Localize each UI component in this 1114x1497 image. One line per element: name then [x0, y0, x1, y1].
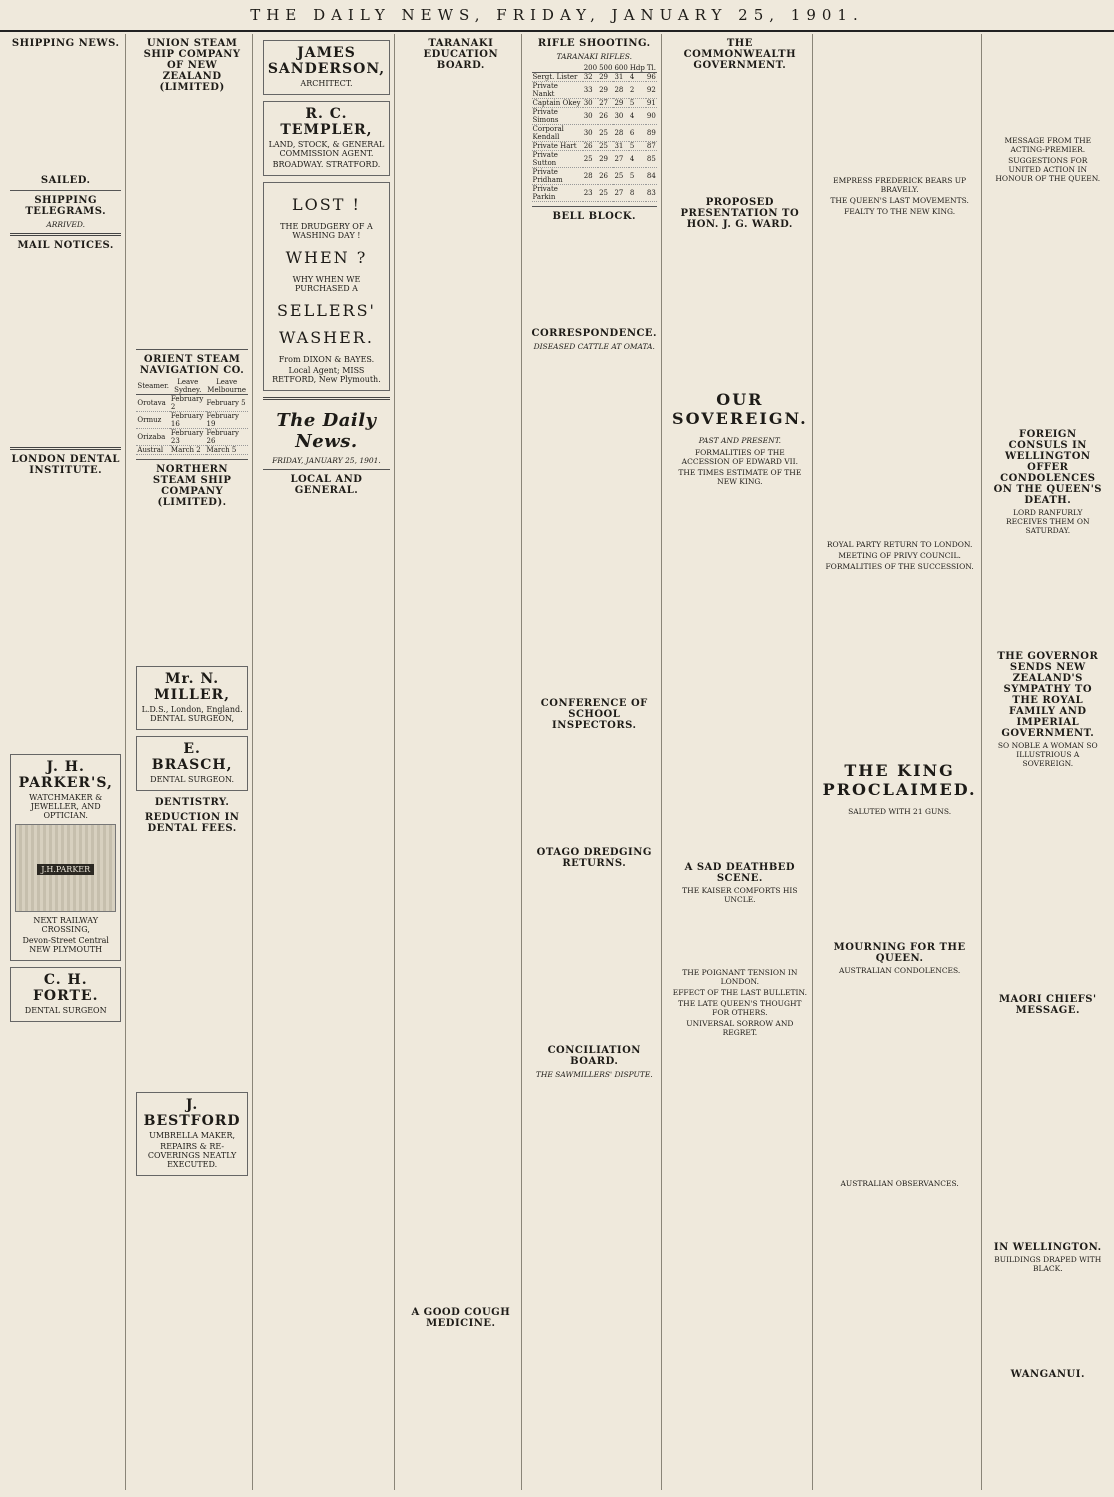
- sellers-heading: SELLERS': [276, 301, 376, 320]
- table-cell: Ormuz: [136, 412, 170, 429]
- when-line: WHY WHEN WE PURCHASED A: [292, 275, 361, 293]
- institute-heading: LONDON DENTAL INSTITUTE.: [11, 454, 120, 476]
- formalities-succession-tag: FORMALITIES OF THE SUCCESSION.: [825, 562, 974, 571]
- divider: [136, 349, 247, 350]
- observances-tag: AUSTRALIAN OBSERVANCES.: [840, 1179, 959, 1188]
- northern-text-block: [136, 510, 247, 660]
- table-header-row: [532, 64, 658, 73]
- formalities-tag: FORMALITIES OF THE ACCESSION OF EDWARD VII.: [681, 448, 798, 466]
- orient-schedule-table: [136, 378, 247, 455]
- foreign-heading: FOREIGN CONSULS IN WELLINGTON OFFER CONDOLENCES ON THE QUEEN'S DEATH.: [993, 429, 1102, 506]
- empress-tag: EMPRESS FREDERICK BEARS UP BRAVELY.: [833, 176, 967, 194]
- templer-name: R. C. TEMPLER,: [280, 106, 373, 138]
- table-cell: February 16: [170, 412, 206, 429]
- maori-text-block: [992, 1018, 1104, 1238]
- table-header: 200: [583, 64, 598, 72]
- mail-text-block: [10, 253, 121, 443]
- table-cell: 5: [629, 142, 646, 151]
- table-cell: 25: [598, 125, 613, 142]
- table-row: [136, 395, 247, 412]
- mail-heading: MAIL NOTICES.: [17, 240, 114, 251]
- cough-heading: A GOOD COUGH MEDICINE.: [411, 1307, 511, 1329]
- table-cell: 30: [613, 108, 628, 125]
- bestford-sub: REPAIRS & RE-COVERINGS NEATLY EXECUTED.: [147, 1142, 237, 1169]
- from-line: From DIXON & BAYES.: [278, 355, 375, 364]
- table-row: [532, 185, 658, 202]
- table-cell: 2: [629, 82, 646, 99]
- railway-line: NEXT RAILWAY CROSSING,: [33, 916, 98, 934]
- school-text-block: [532, 733, 658, 843]
- table-cell: Orotava: [136, 395, 170, 412]
- masthead-title: THE DAILY NEWS, FRIDAY, JANUARY 25, 1901.: [250, 6, 864, 24]
- table-cell: 33: [583, 82, 598, 99]
- australian-tag: AUSTRALIAN CONDOLENCES.: [838, 966, 961, 975]
- wanganui-heading: WANGANUI.: [1010, 1369, 1085, 1380]
- bestford-name: J. BESTFORD: [143, 1097, 241, 1129]
- table-cell: 4: [629, 151, 646, 168]
- fealty-tag: FEALTY TO THE NEW KING.: [844, 207, 956, 216]
- table-header: 600: [614, 64, 628, 72]
- disease-heading: DISEASED CATTLE AT OMATA.: [533, 342, 655, 351]
- railway-sub: Devon-Street Central NEW PLYMOUTH: [22, 936, 109, 954]
- table-header: Steamer.: [136, 378, 170, 395]
- movements-tag: THE QUEEN'S LAST MOVEMENTS.: [830, 196, 969, 205]
- table-cell: 29: [598, 151, 613, 168]
- column-7: [819, 34, 982, 1490]
- table-cell: 30: [583, 125, 598, 142]
- table-cell: 6: [629, 125, 646, 142]
- shop-illustration: [15, 824, 116, 912]
- table-cell: 25: [583, 151, 598, 168]
- shipping-text: [10, 51, 121, 171]
- table-cell: 96: [646, 73, 656, 81]
- table-cell: 25: [613, 168, 628, 185]
- table-row: [136, 446, 247, 455]
- table-header: 500: [599, 64, 613, 72]
- table-row: [532, 82, 658, 99]
- buildings-text-block: [992, 1275, 1104, 1365]
- rifle-sub: TARANAKI RIFLES.: [556, 52, 633, 61]
- message-tag: MESSAGE FROM THE ACTING-PREMIER.: [1004, 136, 1092, 154]
- table-cell: March 2: [170, 446, 206, 455]
- sovereign-heading: OUR SOVEREIGN.: [672, 390, 808, 428]
- templer-ad: [263, 101, 390, 176]
- table-cell: 27: [598, 99, 613, 108]
- maori-heading: MAORI CHIEFS' MESSAGE.: [998, 994, 1097, 1016]
- table-cell: Corporal Kendall: [532, 125, 583, 142]
- thought-tag: THE LATE QUEEN'S THOUGHT FOR OTHERS.: [678, 999, 802, 1017]
- table-row: [532, 142, 658, 151]
- column-5: [528, 34, 663, 1490]
- broadway-line: BROADWAY. STRATFORD.: [272, 160, 381, 169]
- table-cell: 5: [629, 168, 646, 185]
- furkett-tag: LORD RANFURLY RECEIVES THEM ON SATURDAY.: [1006, 508, 1090, 535]
- bestford-ad: [136, 1092, 247, 1176]
- column-6: [668, 34, 813, 1490]
- table-cell: 30: [583, 108, 598, 125]
- column-8: [988, 34, 1108, 1490]
- miller-line: L.D.S., London, England. DENTAL SURGEON,: [141, 705, 243, 723]
- bell-text-block: [532, 224, 658, 324]
- sanderson-line: ARCHITECT.: [300, 79, 353, 88]
- brasch-line: DENTAL SURGEON.: [150, 775, 235, 784]
- commonwealth-text-block: [672, 73, 808, 193]
- table-cell: Private Hart: [532, 142, 583, 151]
- sad-heading: A SAD DEATHBED SCENE.: [684, 862, 796, 884]
- table-cell: 28: [613, 82, 628, 99]
- table-cell: Private Sutton: [532, 151, 583, 168]
- divider: [263, 397, 390, 400]
- kaiser-text-block: [672, 906, 808, 966]
- mourning-heading: MOURNING FOR THE QUEEN.: [833, 942, 966, 964]
- fealty-text-block: [823, 218, 977, 538]
- masthead: [0, 0, 1114, 32]
- sawmill-heading: THE SAWMILLERS' DISPUTE.: [535, 1070, 653, 1079]
- brasch-name: E. BRASCH,: [151, 741, 233, 773]
- divider: [532, 206, 658, 207]
- bestford-line: UMBRELLA MAKER,: [149, 1131, 236, 1140]
- union-text-block: [136, 95, 247, 345]
- suggestions-tag: SUGGESTIONS FOR UNITED ACTION IN HONOUR OF THE QUEEN.: [995, 156, 1101, 183]
- king-text-block: [823, 818, 977, 938]
- shop-sign: J.H.PARKER: [37, 864, 94, 875]
- divider: [263, 469, 390, 470]
- table-cell: Austral: [136, 446, 170, 455]
- table-header: Hdp: [629, 64, 645, 72]
- saluted-tag: SALUTED WITH 21 GUNS.: [848, 807, 952, 816]
- table-cell: 28: [583, 168, 598, 185]
- templer-line: LAND, STOCK, & GENERAL COMMISSION AGENT.: [268, 140, 385, 158]
- table-cell: Private Nankt: [532, 82, 583, 99]
- table-cell: 31: [613, 142, 628, 151]
- divider: [136, 459, 247, 460]
- column-4: [401, 34, 521, 1490]
- sanderson-ad: [263, 40, 390, 95]
- northern-heading: NORTHERN STEAM SHIP COMPANY (LIMITED).: [152, 464, 232, 508]
- reduction-heading: REDUCTION IN DENTAL FEES.: [144, 812, 240, 834]
- otago-heading: OTAGO DREDGING RETURNS.: [536, 847, 652, 869]
- education-heading: TARANAKI EDUCATION BOARD.: [423, 38, 499, 71]
- table-cell: 4: [629, 108, 646, 125]
- privy-tag: MEETING OF PRIVY COUNCIL.: [838, 551, 961, 560]
- table-cell: 25: [598, 142, 613, 151]
- table-header: Tl.: [646, 64, 657, 72]
- table-cell: Private Pridham: [532, 168, 583, 185]
- sovereign-sub: PAST AND PRESENT.: [698, 436, 781, 445]
- table-cell: February 19: [206, 412, 248, 429]
- parker-ad: [10, 754, 121, 961]
- sovereign-text-block: [672, 488, 808, 858]
- table-cell: 92: [646, 82, 657, 99]
- table-cell: March 5: [206, 446, 248, 455]
- commonwealth-heading: THE COMMONWEALTH GOVERNMENT.: [683, 38, 797, 71]
- table-cell: Sergt. Lister: [532, 73, 583, 82]
- governor-text-block: [992, 770, 1104, 990]
- table-cell: 87: [646, 142, 656, 150]
- table-cell: February 5: [206, 395, 248, 412]
- foreign-text-block: [992, 537, 1104, 647]
- table-row: [532, 168, 658, 185]
- local-text-block: [263, 498, 390, 1278]
- rifle-score-table: [532, 64, 658, 202]
- buildings-tag: BUILDINGS DRAPED WITH BLACK.: [994, 1255, 1102, 1273]
- rifle-heading: RIFLE SHOOTING.: [537, 38, 651, 49]
- table-cell: 26: [598, 108, 613, 125]
- columns: [6, 34, 1108, 1490]
- table-cell: 23: [583, 185, 598, 202]
- table-cell: 26: [583, 142, 598, 151]
- table-header-row: [136, 378, 247, 395]
- brasch-ad: [136, 736, 247, 791]
- shipping-heading: SHIPPING NEWS.: [11, 38, 120, 49]
- suggestions-text-block: [992, 185, 1104, 425]
- disease-text-block: [532, 354, 658, 694]
- table-cell: 31: [613, 73, 628, 82]
- washer-heading: WASHER.: [278, 328, 374, 347]
- bell-heading: BELL BLOCK.: [552, 211, 636, 222]
- paper-title: The Daily News.: [276, 410, 377, 452]
- table-header: [532, 64, 583, 73]
- reduction-text-block: [136, 836, 247, 1086]
- parker-name: J. H. PARKER'S,: [18, 759, 113, 791]
- column-3: [259, 34, 395, 1490]
- dentistry-heading: DENTISTRY.: [154, 797, 230, 808]
- governor-heading: THE GOVERNOR SENDS NEW ZEALAND'S SYMPATHY TO THE ROYAL FAMILY AND IMPERIAL GOVERNMENT.: [997, 651, 1099, 739]
- table-cell: 5: [629, 99, 646, 108]
- table-row: [136, 412, 247, 429]
- succession-text-block: [823, 573, 977, 753]
- union-heading: UNION STEAM SHIP COMPANY OF NEW ZEALAND (LIMITED): [143, 38, 241, 93]
- divider: [10, 190, 121, 191]
- column-2: [132, 34, 252, 1490]
- table-row: [532, 108, 658, 125]
- score-body: [532, 73, 658, 202]
- table-row: [532, 151, 658, 168]
- top-text-block: [992, 34, 1104, 134]
- table-cell: 30: [583, 99, 598, 108]
- table-cell: February 23: [170, 429, 206, 446]
- table-cell: 85: [646, 151, 657, 168]
- effect-tag: EFFECT OF THE LAST BULLETIN.: [672, 988, 807, 997]
- school-heading: CONFERENCE OF SCHOOL INSPECTORS.: [540, 698, 648, 731]
- lost-heading: LOST !: [292, 195, 361, 214]
- table-cell: 29: [598, 82, 613, 99]
- corr-heading: CORRESPONDENCE.: [531, 328, 658, 339]
- table-cell: February 26: [206, 429, 248, 446]
- agent-line: Local Agent; MISS RETFORD, New Plymouth.: [272, 366, 381, 384]
- table-cell: 89: [646, 125, 657, 142]
- table-cell: 90: [646, 108, 657, 125]
- table-cell: 32: [583, 73, 598, 82]
- table-cell: 29: [598, 73, 613, 82]
- divider: [10, 447, 121, 450]
- forte-name: C. H. FORTE.: [32, 972, 99, 1004]
- parker-line: WATCHMAKER & JEWELLER, AND OPTICIAN.: [29, 793, 103, 820]
- sailed-heading: SAILED.: [40, 175, 91, 186]
- table-cell: 4: [629, 73, 646, 82]
- sorrow-tag: UNIVERSAL SORROW AND REGRET.: [686, 1019, 794, 1037]
- king-heading: THE KING PROCLAIMED.: [822, 761, 977, 799]
- divider: [10, 233, 121, 236]
- table-row: [532, 125, 658, 142]
- table-cell: 91: [646, 99, 656, 107]
- table-cell: 8: [629, 185, 646, 202]
- table-cell: 84: [646, 168, 657, 185]
- forte-line: DENTAL SURGEON: [24, 1006, 107, 1015]
- sellers-washer-ad: [263, 182, 390, 391]
- australian-text-block: [823, 977, 977, 1177]
- telegrams-heading: SHIPPING TELEGRAMS.: [25, 195, 107, 217]
- table-cell: 83: [646, 185, 657, 202]
- orient-heading: ORIENT STEAM NAVIGATION CO.: [139, 354, 245, 376]
- presentation-text-block: [672, 232, 808, 382]
- table-cell: Private Parkin: [532, 185, 583, 202]
- top-text-block: [823, 34, 977, 174]
- table-cell: February 2: [170, 395, 206, 412]
- poignant-tag: THE POIGNANT TENSION IN LONDON.: [682, 968, 798, 986]
- education-text-block: [405, 73, 516, 1303]
- table-cell: 28: [613, 125, 628, 142]
- drudgery-line: THE DRUDGERY OF A WASHING DAY !: [280, 222, 373, 240]
- when-heading: WHEN ?: [285, 248, 368, 267]
- miller-name: Mr. N. MILLER,: [154, 671, 231, 703]
- concil-heading: CONCILIATION BOARD.: [547, 1045, 641, 1067]
- institute-text-block: [10, 478, 121, 748]
- miller-ad: [136, 666, 247, 730]
- table-row: [136, 429, 247, 446]
- table-row: [532, 73, 658, 82]
- table-header: Leave Melbourne: [207, 378, 247, 394]
- table-row: [532, 99, 658, 108]
- royal-tag: ROYAL PARTY RETURN TO LONDON.: [826, 540, 973, 549]
- woman-tag: SO NOBLE A WOMAN SO ILLUSTRIOUS A SOVEREIGN.: [997, 741, 1098, 768]
- column-1: [6, 34, 126, 1490]
- table-cell: 29: [613, 99, 628, 108]
- sanderson-name: JAMES SANDERSON,: [267, 45, 386, 77]
- arrived-heading: ARRIVED.: [46, 220, 86, 229]
- table-cell: 27: [613, 151, 628, 168]
- table-cell: Orizaba: [136, 429, 170, 446]
- presentation-heading: PROPOSED PRESENTATION TO HON. J. G. WARD.: [680, 197, 800, 230]
- local-heading: LOCAL AND GENERAL.: [290, 474, 363, 496]
- wellington-heading: IN WELLINGTON.: [993, 1242, 1102, 1253]
- table-cell: 27: [613, 185, 628, 202]
- table-cell: 26: [598, 168, 613, 185]
- otago-text-block: [532, 871, 658, 1041]
- kaiser-tag: THE KAISER COMFORTS HIS UNCLE.: [682, 886, 798, 904]
- estimate-tag: THE TIMES ESTIMATE OF THE NEW KING.: [678, 468, 802, 486]
- paper-date: FRIDAY, JANUARY 25, 1901.: [272, 456, 381, 465]
- table-header: Leave Sydney.: [170, 378, 206, 395]
- forte-ad: [10, 967, 121, 1022]
- table-cell: Captain Okey: [532, 99, 583, 108]
- table-cell: 25: [598, 185, 613, 202]
- table-cell: Private Simons: [532, 108, 583, 125]
